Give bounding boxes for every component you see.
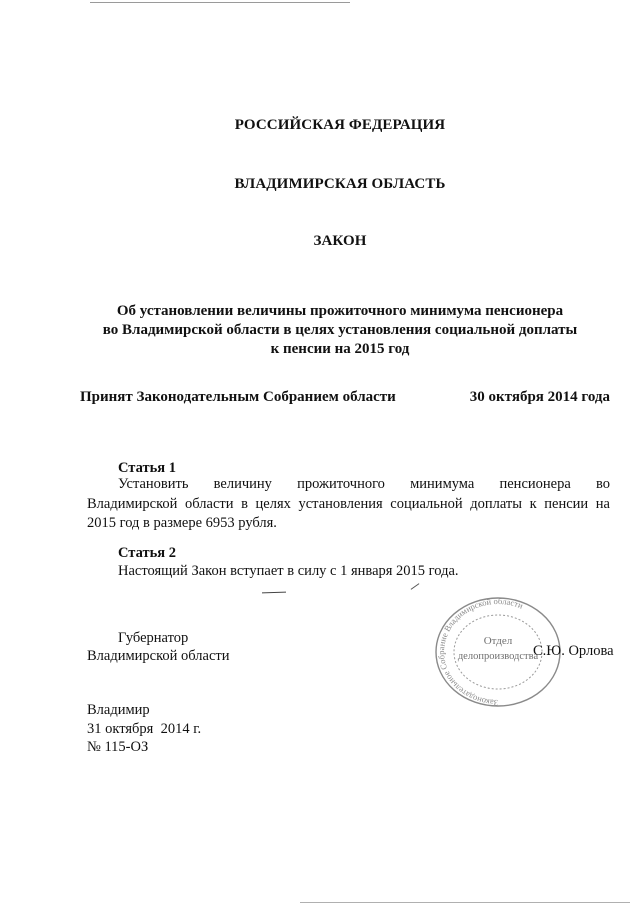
stamp-inner-line1: Отдел — [483, 635, 513, 647]
article-1-line — [87, 475, 610, 495]
word: доплаты — [470, 495, 523, 512]
header-region: ВЛАДИМИРСКАЯ ОБЛАСТЬ — [234, 176, 446, 192]
word: области — [185, 495, 234, 512]
law-title-line: Об установлении величины прожиточного минимума пенсионера — [116, 303, 564, 319]
article-1-line: 2015 год в размере 6953 рубля. — [87, 515, 277, 531]
word: целях — [255, 495, 291, 512]
word: минимума — [410, 476, 475, 492]
stamp-inner-line2: делопроизводства — [457, 651, 539, 662]
word: на — [595, 495, 610, 512]
article-1-heading: Статья 1 — [118, 460, 176, 476]
word: социальной — [390, 495, 463, 512]
signing-details — [87, 701, 201, 757]
signing-date: 31 октября 2014 г. — [87, 720, 202, 737]
law-title — [60, 302, 620, 359]
word: к — [529, 495, 537, 512]
word: пенсии — [544, 495, 589, 512]
article-1-text — [87, 475, 610, 534]
scan-edge-line — [300, 902, 630, 903]
law-title-line: к пенсии на 2015 год — [270, 341, 410, 357]
signatory-position-region: Владимирской области — [87, 648, 230, 664]
word: в — [241, 495, 248, 512]
word: во — [595, 476, 610, 492]
header-country: РОССИЙСКАЯ ФЕДЕРАЦИЯ — [234, 117, 446, 133]
adopted-by: Принят Законодательным Собранием области — [80, 389, 396, 405]
word: установления — [298, 495, 383, 512]
word: Установить — [118, 476, 189, 492]
article-1-line — [87, 495, 610, 515]
word: величину — [213, 476, 272, 492]
word: Владимирской — [87, 495, 178, 512]
law-number: № 115-ОЗ — [87, 739, 149, 755]
header-doc-type: ЗАКОН — [313, 233, 367, 249]
scan-edge-line — [90, 2, 350, 3]
adoption-date: 30 октября 2014 года — [469, 389, 610, 405]
pen-mark — [262, 592, 286, 594]
pen-mark — [411, 583, 420, 590]
signing-city: Владимир — [87, 702, 150, 718]
article-2-text: Настоящий Закон вступает в силу с 1 января 2015 года. — [118, 563, 459, 579]
signatory-name: С.Ю. Орлова — [533, 643, 614, 659]
stamp-ring-textpath: Законодательное Собрание Владимирской области — [436, 596, 525, 709]
law-title-line: во Владимирской области в целях установления социальной доплаты — [102, 322, 578, 338]
word: пенсионера — [499, 476, 571, 492]
article-2-heading: Статья 2 — [118, 545, 176, 561]
signatory-position: Губернатор — [118, 630, 189, 646]
word: прожиточного — [297, 476, 385, 492]
